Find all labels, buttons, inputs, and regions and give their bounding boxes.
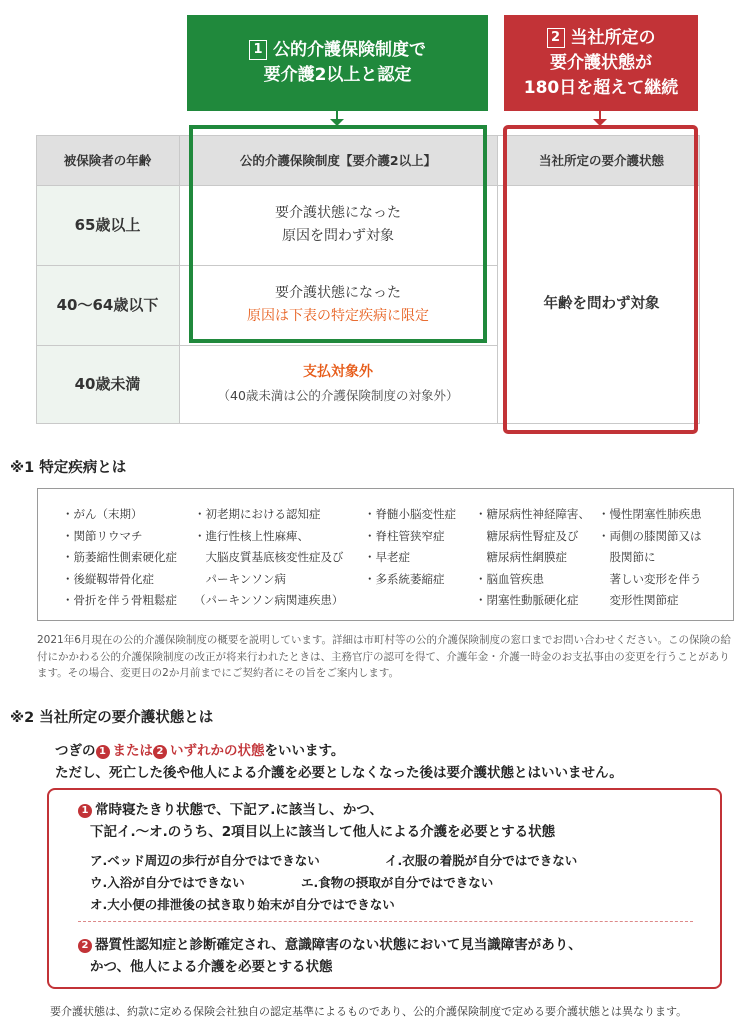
disease-column: ・脊髄小脳変性症 ・脊柱管狭窄症 ・早老症 ・多系統萎縮症 bbox=[364, 507, 456, 586]
number-badge: 2 bbox=[153, 745, 167, 759]
care-condition: ア.ベッド周辺の歩行が自分ではできない bbox=[90, 853, 320, 868]
age-cell: 40〜64歳以下 bbox=[36, 265, 179, 345]
lead-text-red: または bbox=[112, 743, 153, 759]
section-title-company-care-state: ※2 当社所定の要介護状態とは bbox=[10, 710, 214, 726]
disease-column: ・慢性閉塞性肺疾患 ・両側の膝関節又は 股関節に 著しい変形を伴う 変形性関節症 bbox=[598, 507, 702, 607]
disclaimer-note: 2021年6月現在の公的介護保険制度の概要を説明しています。詳細は市町村等の公的介護保険制度の窓口までお問い合わせください。この保険の給付にかかわる公的介護保険制度の改正が将来行われたときは、主務官庁の認可を得て、介護年金・介護一時金のお支払事由の変更を行うことがあります。その場合、変更日の2か月前までにご契約者にその旨をご案内します。 bbox=[37, 634, 732, 679]
disease-column: ・がん（末期） ・関節リウマチ ・筋萎縮性側索硬化症 ・後縦靱帯骨化症 ・骨折を伴う骨粗鬆症 bbox=[62, 507, 177, 607]
care-condition: ウ.入浴が自分ではできない bbox=[90, 875, 245, 890]
callout-line: 要介護状態が bbox=[550, 52, 652, 73]
callout-line: 180日を超えて継続 bbox=[523, 77, 679, 98]
cell-line: 要介護状態になった bbox=[275, 205, 401, 221]
disease-column: ・糖尿病性神経障害、 糖尿病性腎症及び 糖尿病性網膜症 ・脳血管疾患 ・閉塞性動脈硬化症 bbox=[475, 507, 590, 607]
callout-line: 公的介護保険制度で bbox=[273, 40, 426, 60]
public-care-highlight-frame bbox=[189, 125, 487, 343]
care-condition: エ.食物の摂取が自分ではできない bbox=[301, 875, 494, 890]
cell-line: 原因を問わず対象 bbox=[282, 228, 394, 244]
section-title-specific-diseases: ※1 特定疾病とは bbox=[10, 460, 127, 476]
public-care-cell bbox=[179, 345, 497, 423]
disease-column: ・初老期における認知症 ・進行性核上性麻痺、 大脳皮質基底核変性症及び パーキンソン病 （パーキンソン病関連疾患） bbox=[194, 507, 344, 607]
care-head-line: かつ、他人による介護を必要とする状態 bbox=[90, 959, 333, 975]
company-care-highlight-frame bbox=[503, 125, 698, 434]
table-border bbox=[699, 135, 700, 423]
care-condition: オ.大小便の排泄後の拭き取り始末が自分ではできない bbox=[90, 897, 395, 912]
callout-line: 当社所定の bbox=[570, 27, 656, 48]
care-item-2-heading bbox=[78, 934, 582, 978]
callout-number: 1 bbox=[249, 40, 267, 60]
lead-text-red: いずれかの状態 bbox=[170, 743, 265, 759]
care-head-line: 器質性認知症と診断確定され、意識障害のない状態において見当識障害があり、 bbox=[95, 937, 582, 953]
company-care-cell: 年齢を問わず対象 bbox=[503, 185, 700, 423]
lead-line-2: ただし、死亡した後や他人による介護を必要としなくなった後は要介護状態とはいいません。 bbox=[55, 765, 623, 781]
care-head-line: 常時寝たきり状態で、下記ア.に該当し、かつ、 bbox=[95, 802, 383, 818]
cell-line-highlight: 原因は下表の特定疾病に限定 bbox=[247, 308, 429, 324]
table-border bbox=[179, 135, 180, 423]
age-cell: 65歳以上 bbox=[36, 185, 179, 265]
number-badge: 1 bbox=[78, 804, 92, 818]
dashed-divider bbox=[78, 921, 693, 922]
lead-line-1 bbox=[55, 739, 344, 759]
care-head-line: 下記イ.〜オ.のうち、2項目以上に該当して他人による介護を必要とする状態 bbox=[90, 824, 556, 840]
lead-text: つぎの bbox=[55, 743, 96, 759]
care-item-1-heading bbox=[78, 799, 555, 843]
header-company-care: 当社所定の要介護状態 bbox=[503, 135, 700, 185]
number-badge: 2 bbox=[78, 939, 92, 953]
cell-line: 要介護状態になった bbox=[275, 285, 401, 301]
header-age: 被保険者の年齢 bbox=[36, 135, 179, 185]
specific-diseases-box bbox=[37, 488, 734, 621]
public-care-callout bbox=[187, 15, 488, 111]
table-border bbox=[497, 135, 498, 423]
callout-line: 要介護2以上と認定 bbox=[263, 65, 412, 85]
header-public-care: 公的介護保険制度【要介護2以上】 bbox=[179, 135, 497, 185]
callout-number: 2 bbox=[547, 28, 565, 48]
lead-text: をいいます。 bbox=[264, 743, 345, 759]
cell-line: （40歳未満は公的介護保険制度の対象外） bbox=[217, 388, 459, 403]
table-border bbox=[36, 135, 37, 423]
footer-note: 要介護状態は、約款に定める保険会社独自の認定基準によるものであり、公的介護保険制度で定める要介護状態とは異なります。 bbox=[50, 1005, 688, 1018]
number-badge: 1 bbox=[96, 745, 110, 759]
care-condition: イ.衣服の着脱が自分ではできない bbox=[385, 853, 578, 868]
table-border bbox=[36, 345, 497, 346]
company-care-callout bbox=[504, 15, 698, 111]
age-cell: 40歳未満 bbox=[36, 345, 179, 423]
cell-line-highlight: 支払対象外 bbox=[303, 364, 373, 380]
